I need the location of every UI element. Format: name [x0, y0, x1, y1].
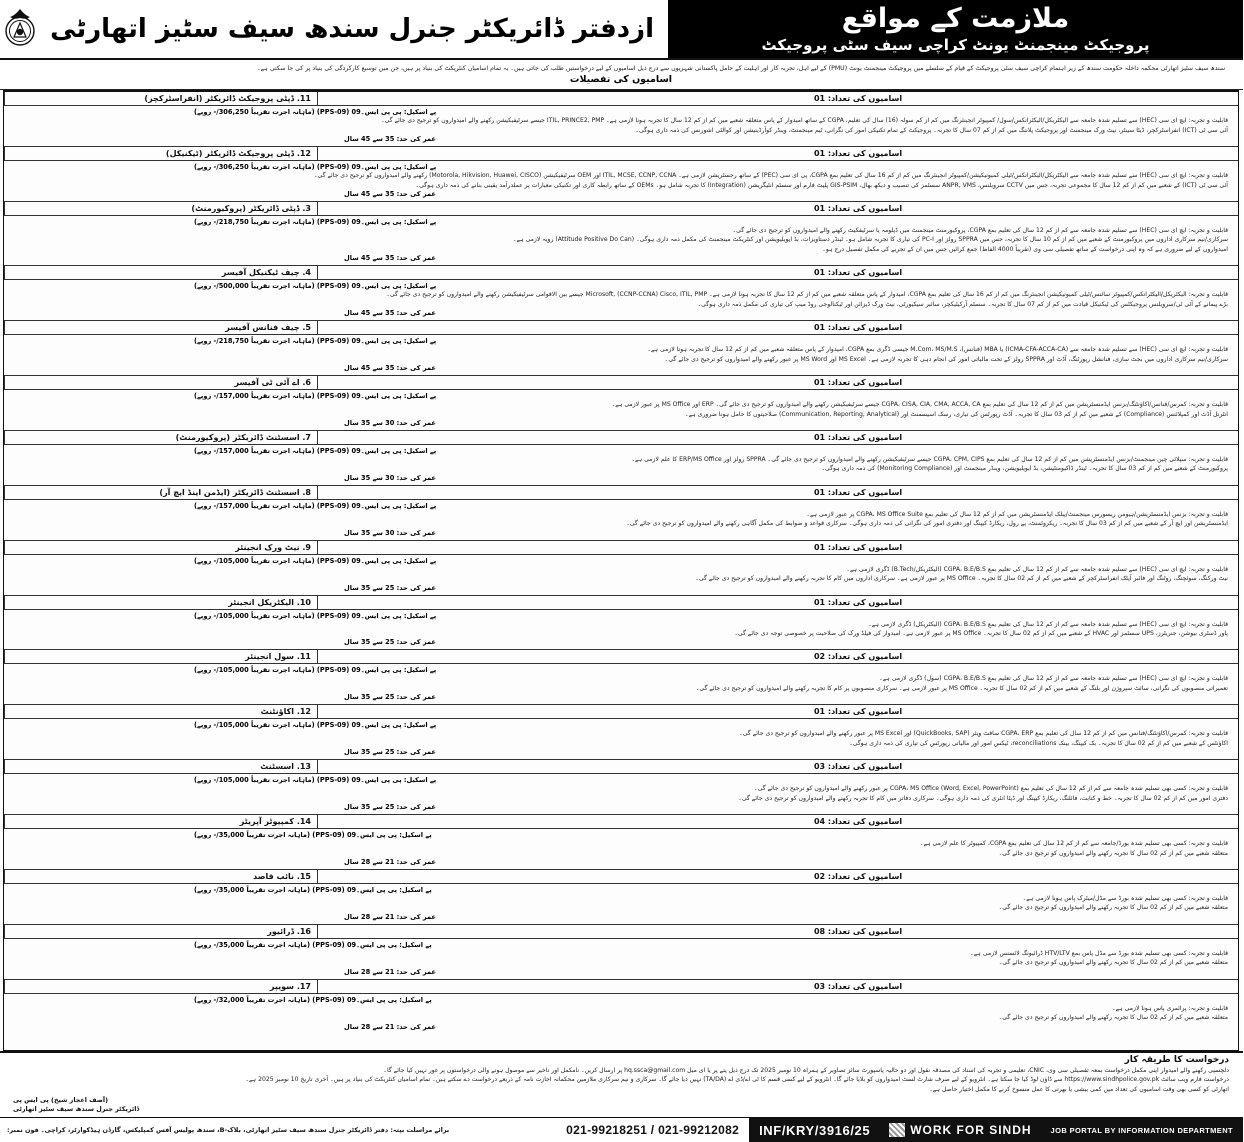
vacancy-pay-scale: پے اسکیل: پی پی ایس۔09 (PPS-09) (ماہانہ اجرت تقریباً 218,750/- روپے) — [195, 218, 438, 227]
vacancy-row — [5, 596, 1239, 651]
vacancy-header — [5, 705, 1239, 719]
vacancy-header-pad — [1009, 147, 1239, 160]
vacancy-body — [5, 106, 1239, 146]
vacancy-age-limit: عمر کی حد: 25 سے 35 سال — [345, 638, 437, 647]
vacancy-header — [5, 870, 1239, 884]
vacancy-count: اسامیوں کی تعداد: 04 — [814, 817, 904, 827]
vacancy-requirement-line: قابلیت و تجربہ: ایچ ای سی (HEC) سے تسلیم شدہ جامعہ سے الیکٹریکل/الیکٹرانکس/ٹیلی کمیونیکیشن/کمپیوٹر انجینئرنگ میں کم از کم 16 سال کی تعلیم بمع CGPA، پی ای سی (PEC) کے ساتھ رجسٹریشن لازمی ہے۔ ITIL, MCSE, CCNP, CCNA اور OEM سرٹیفیکیشن (Motorola, Hikvision, Huawei, CISCO) رکھنے والے امیدواروں کو ترجیح دی جائے گی۔ — [314, 172, 1229, 180]
vacancy-requirement-line: ایڈمنسٹریشن اور ایچ آر کے شعبے میں کم از کم 03 سال کا تجربہ۔ ریکروٹمنٹ، پے رول، ریکارڈ کیپنگ اور دفتری امور کی نگرانی کی ذمہ داری ہوگی۔ سرکاری قواعد و ضوابط کی مکمل آگاہی رکھنے والے امیدواروں کو ترجیح دی جائے گی۔ — [627, 520, 1229, 528]
vacancy-requirement-line: آئی سی ٹی (ICT) کے شعبے میں کم از کم 12 سال کا مجموعی تجربہ، جس میں CCTV سرویلنس، ANPR, VMS سسٹمز کی تنصیب و دیکھ بھال، GIS-PSIM پلیٹ فارم اور سسٹم انٹیگریشن (Integration) کا تجربہ شامل ہو۔ OEMs کے ساتھ رابطہ کاری اور تکنیکی معیارات پر عملدرآمد یقینی بنانے کی ذمہ داری ہوگی۔ — [416, 181, 1229, 189]
vacancy-header-pad — [1009, 202, 1239, 215]
vacancy-body — [5, 994, 1239, 1034]
vacancy-requirement-line: تعمیراتی منصوبوں کی نگرانی، سائٹ سپروژن اور بلنگ کے شعبے میں کم از کم 02 سال کا تجربہ۔ MS Office پر عبور لازمی ہے۔ سرکاری منصوبوں پر کام کا تجربہ رکھنے والے امیدواروں کو ترجیح دی جائے گی۔ — [696, 684, 1229, 692]
government-crest-icon — [1, 7, 41, 51]
vacancy-row — [5, 266, 1239, 321]
vacancy-count: اسامیوں کی تعداد: 01 — [814, 378, 904, 388]
vacancy-age-limit: عمر کی حد: 30 سے 35 سال — [345, 418, 437, 427]
vacancy-age-limit: عمر کی حد: 35 سے 45 سال — [345, 254, 437, 263]
vacancy-body — [5, 280, 1239, 320]
vacancy-requirement-line: قابلیت و تجربہ: پرائمری پاس ہونا لازمی ہے۔ — [1113, 1004, 1229, 1012]
vacancy-body — [5, 884, 1239, 924]
vacancy-pay-scale: پے اسکیل: پی پی ایس۔09 (PPS-09) (ماہانہ اجرت تقریباً 105,000/- روپے) — [195, 776, 438, 785]
work-for-sindh-label: WORK FOR SINDH — [911, 1123, 1033, 1137]
vacancy-header-pad — [1009, 925, 1239, 938]
vacancy-age-limit: عمر کی حد: 21 سے 28 سال — [345, 1022, 437, 1031]
vacancy-header — [5, 202, 1239, 216]
vacancy-header — [5, 541, 1239, 555]
vacancy-pay-scale: پے اسکیل: پی پی ایس۔09 (PPS-09) (ماہانہ اجرت تقریباً 35,000/- روپے) — [195, 831, 433, 840]
vacancy-header-pad — [1009, 541, 1239, 554]
vacancy-requirement-line: قابلیت و تجربہ: کسی بھی تسلیم شدہ بورڈ سے مڈل/میٹرک پاس ہونا لازمی ہے۔ — [1023, 894, 1229, 902]
masthead — [0, 0, 1244, 60]
vacancy-title: 8. اسسٹنٹ ڈائریکٹر (ایڈمن اینڈ ایچ آر) — [5, 486, 318, 499]
vacancy-age-limit: عمر کی حد: 35 سے 45 سال — [345, 190, 437, 199]
vacancy-requirement-line: انٹرنل آڈٹ اور کمپلائنس (Compliance) کے شعبے میں کم از کم 03 سال کا تجربہ۔ آڈٹ رپورٹس کی تیاری، رسک اسیسمنٹ اور (Communication, Reporting, Analytical) صلاحیتوں کا حامل ہونا ضروری ہے۔ — [686, 410, 1229, 418]
vacancy-header-pad — [1009, 596, 1239, 609]
vacancy-row — [5, 321, 1239, 376]
vacancy-requirement-line: قابلیت و تجربہ: کسی بھی تسلیم شدہ بورڈ/جامعہ سے کم از کم 12 سال کی تعلیم بمع CGPA، کمپیوٹر کا علم لازمی ہے۔ — [920, 840, 1229, 848]
vacancy-count: اسامیوں کی تعداد: 02 — [814, 871, 904, 881]
vacancy-age-limit: عمر کی حد: 21 سے 28 سال — [345, 912, 437, 921]
vacancy-count: اسامیوں کی تعداد: 01 — [814, 542, 904, 552]
vacancy-body — [5, 390, 1239, 430]
vacancy-header-spacer — [318, 376, 709, 389]
vacancy-header — [5, 321, 1239, 335]
vacancy-requirement-line: قابلیت و تجربہ: الیکٹریکل/الیکٹرانکس/کمپیوٹر سائنس/ٹیلی کمیونیکیشن انجینئرنگ میں کم از کم 16 سال کی تعلیم بمع CGPA، امیدوار کے پاس متعلقہ شعبے میں کم از کم 12 سال کا تجربہ ہونا لازمی ہے۔ Microsoft, (CCNP-CCNA) Cisco, ITIL, PMP جیسے بین الاقوامی سرٹیفیکیشن رکھنے والے امیدواروں کو ترجیح دی جائے گی۔ — [387, 291, 1229, 299]
vacancy-header-spacer — [318, 541, 709, 554]
vacancy-requirement-line: پروکیورمنٹ کے شعبے میں کم از کم 03 سال کا تجربہ۔ ٹینڈر ڈاکیومنٹیشن، بڈ ایویلیویشن، ویںڈر مینجمنٹ اور (Monitoring Compliance) کی ذمہ داری ہوگی۔ — [822, 465, 1229, 473]
vacancy-header — [5, 92, 1239, 106]
vacancy-header — [5, 431, 1239, 445]
vacancy-title: 15. نائب قاصد — [5, 870, 318, 883]
vacancy-row — [5, 760, 1239, 815]
vacancy-age-limit: عمر کی حد: 21 سے 28 سال — [345, 967, 437, 976]
vacancy-age-limit: عمر کی حد: 25 سے 35 سال — [345, 803, 437, 812]
vacancy-title: 3. ڈپٹی ڈائریکٹر (پروکیورمنٹ) — [5, 202, 318, 215]
vacancy-row — [5, 376, 1239, 431]
vacancy-header-spacer — [318, 321, 709, 334]
vacancy-requirement-line: سرکاری/نیم سرکاری اداروں میں بجٹ سازی، فنانشل رپورٹنگ، آڈٹ اور SPPRA رولز کے تحت مالیاتی امور کی انجام دہی کا تجربہ لازمی ہے۔ MS Excel اور MS Word پر عبور رکھنے والے امیدواروں کو ترجیح دی جائے گی۔ — [665, 355, 1229, 363]
vacancy-count: اسامیوں کی تعداد: 01 — [814, 432, 904, 442]
vacancy-body — [5, 555, 1239, 595]
vacancy-requirement-line: قابلیت و تجربہ: ایچ ای سی (HEC) سے تسلیم شدہ جامعہ سے کم از کم 12 سال کی تعلیم بمع CGPA، B.E/B.S (سول) ڈگری لازمی ہے۔ — [880, 675, 1229, 683]
vacancy-header-spacer — [318, 486, 709, 499]
vacancy-header-spacer — [318, 705, 709, 718]
vacancy-body — [5, 610, 1239, 650]
vacancy-body — [5, 774, 1239, 814]
footer-bar — [0, 1117, 1244, 1142]
vacancy-title: 17. سویپر — [5, 980, 318, 993]
vacancy-title: 7. اسسٹنٹ ڈائریکٹر (پروکیورمنٹ) — [5, 431, 318, 444]
vacancy-header — [5, 486, 1239, 500]
vacancy-count: اسامیوں کی تعداد: 01 — [814, 268, 904, 278]
vacancy-header-pad — [1009, 321, 1239, 334]
vacancy-pay-scale: پے اسکیل: پی پی ایس۔09 (PPS-09) (ماہانہ اجرت تقریباً 32,000/- روپے) — [195, 995, 433, 1004]
vacancy-count: اسامیوں کی تعداد: 03 — [814, 981, 904, 991]
vacancy-requirement-line: قابلیت و تجربہ: کمرس/فنانس/اکاؤنٹنگ/بزنس ایڈمنسٹریشن میں کم از کم 12 سال کی تعلیم بمع CGPA، CISA, CIA, CMA, ACCA, CA جیسے سرٹیفیکیشن رکھنے والے امیدواروں کو ترجیح دی جائے گی۔ ERP اور MS Office پر عبور لازمی ہے۔ — [612, 401, 1229, 409]
banner-subheadline: پروجیکٹ مینجمنٹ یونٹ کراچی سیف سٹی پروجیکٹ — [762, 35, 1151, 54]
vacancy-requirement-line: بڑے پیمانے کے آئی ٹی/سرویلنس پروجیکٹس کی ٹیکنیکل قیادت میں کم از کم 07 سال کا تجربہ۔ سسٹم آرکیٹیکچر، سائبر سیکیورٹی، نیٹ ورک ڈیزائن اور ٹیکنالوجی روڈ میپ کی تیاری کی مکمل ذمہ داری ہوگی۔ — [698, 300, 1229, 308]
signatory-block — [14, 1095, 1230, 1115]
vacancy-count: اسامیوں کی تعداد: 01 — [814, 597, 904, 607]
vacancy-body — [5, 829, 1239, 869]
sindh-emblem-icon — [890, 1123, 906, 1137]
vacancy-age-limit: عمر کی حد: 30 سے 35 سال — [345, 473, 437, 482]
intro-paragraph: سندھ سیف سٹیز اتھارٹی محکمہ داخلہ حکومت سندھ کے زیر اہتمام کراچی سیف سٹی پروجیکٹ کے قیام کے سلسلے میں پروجیکٹ مینجمنٹ یونٹ (PMU) کے لیے اہل، تجربہ کار اور اہلیت کے حامل پاکستانی شہریوں سے درج ذیل اسامیوں کے لیے درخواستیں طلب کی جاتی ہیں۔ یہ تمام اسامیاں کنٹریکٹ کی بنیاد پر ہیں، جن میں توسیع کارکردگی کی بنیاد پر کی جا سکتی ہے۔ — [258, 65, 1226, 72]
masthead-banner — [669, 0, 1244, 58]
vacancy-header-pad — [1009, 431, 1239, 444]
vacancy-body — [5, 335, 1239, 375]
vacancy-age-limit: عمر کی حد: 25 سے 35 سال — [345, 693, 437, 702]
vacancy-age-limit: عمر کی حد: 25 سے 35 سال — [345, 583, 437, 592]
vacancy-title: 12. ڈپٹی پروجیکٹ ڈائریکٹر (ٹیکنیکل) — [5, 147, 318, 160]
vacancy-requirement-line: نیٹ ورکنگ، سوئچنگ، روٹنگ اور فائبر آپٹک انفراسٹرکچر کے شعبے میں کم از کم 02 سال کا تجربہ۔ MS Office پر عبور لازمی ہے۔ سرکاری اداروں میں کام کا تجربہ رکھنے والے امیدواروں کو ترجیح دی جائے گی۔ — [696, 575, 1229, 583]
vacancy-title: 11. سول انجینئر — [5, 650, 318, 663]
vacancy-header-pad — [1009, 980, 1239, 993]
vacancy-body — [5, 664, 1239, 704]
vacancy-header — [5, 596, 1239, 610]
vacancy-count: اسامیوں کی تعداد: 02 — [814, 652, 904, 662]
vacancy-header-pad — [1009, 815, 1239, 828]
signatory-designation: ڈائریکٹر جنرل سندھ سیف سٹیز اتھارٹی — [14, 1105, 141, 1114]
vacancy-requirement-line: امیدواروں کے لیے ضروری ہے کہ وہ اپنی درخواست کے ساتھ تفصیلی سی وی (تقریباً 4000 الفاظ) جمع کرائیں جس میں ان کے تجربے کی مکمل تفصیل درج ہو۔ — [823, 245, 1229, 253]
organization-title: ازدفتر ڈائریکٹر جنرل سندھ سیف سٹیز اتھارٹی — [51, 14, 655, 44]
vacancy-body — [5, 939, 1239, 979]
vacancy-count: اسامیوں کی تعداد: 08 — [814, 926, 904, 936]
vacancy-header — [5, 815, 1239, 829]
application-line-2: درخواست فارم ویب سائٹ https://www.sindhpolice.gov.pk سے ڈاؤن لوڈ کیا جا سکتا ہے۔ انٹرویو کے لیے صرف شارٹ لسٹ امیدواروں کو بلایا جائے گا۔ انٹرویو کے لیے کسی قسم کا ٹی اے/ڈی اے (TA/DA) نہیں دیا جائے گا۔ سرکاری و نیم سرکاری ملازمین محکمانہ اجازت نامہ کے ذریعے درخواست دے سکتے ہیں۔ تمام اسامیاں کنٹریکٹ کی بنیاد پر ہیں۔ آخری تاریخ 10 نومبر 2025 ہے۔ — [246, 1076, 1230, 1084]
vacancy-pay-scale: پے اسکیل: پی پی ایس۔09 (PPS-09) (ماہانہ اجرت تقریباً 218,750/- روپے) — [195, 337, 438, 346]
vacancy-header-pad — [1009, 486, 1239, 499]
vacancy-title: 10. الیکٹریکل انجینئر — [5, 596, 318, 609]
vacancy-title: 6. اے آئی ٹی آفیسر — [5, 376, 318, 389]
vacancy-count: اسامیوں کی تعداد: 01 — [814, 487, 904, 497]
vacancy-header-spacer — [318, 870, 709, 883]
vacancy-requirement-line: قابلیت و تجربہ: سپلائی چین مینجمنٹ/بزنس ایڈمنسٹریشن میں کم از کم 12 سال کی تعلیم بمع CGPA، CPM, CIPS جیسے سرٹیفیکیشن رکھنے والے امیدواروں کو ترجیح دی جائے گی۔ SPPRA رولز اور ERP/MS Office کا علم لازمی ہے۔ — [632, 455, 1229, 463]
vacancy-pay-scale: پے اسکیل: پی پی ایس۔09 (PPS-09) (ماہانہ اجرت تقریباً 35,000/- روپے) — [195, 885, 433, 894]
vacancy-requirement-line: قابلیت و تجربہ: ایچ ای سی (HEC) سے تسلیم شدہ جامعہ سے الیکٹریکل/الیکٹرانکس/سول/ کمپیوٹر انجینئرنگ میں کم از کم سولہ (16) سال کی تعلیم، CGPA کے ساتھ امیدوار کے پاس متعلقہ شعبے میں کم از کم 12 سال کا تجربہ ہونا لازمی ہے۔ ITIL, PRINCE2, PMP جیسے سرٹیفیکیشن رکھنے والے امیدواروں کو ترجیح دی جائے گی۔ — [382, 117, 1229, 125]
vacancy-requirement-line: قابلیت و تجربہ: کسی بھی تسلیم شدہ جامعہ سے کم از کم 12 سال کی تعلیم بمع CGPA، MS Office (Word, Excel, PowerPoint) پر عبور رکھنے والے امیدواروں کو ترجیح دی جائے گی۔ — [755, 785, 1229, 793]
vacancy-header — [5, 147, 1239, 161]
vacancy-pay-scale: پے اسکیل: پی پی ایس۔09 (PPS-09) (ماہانہ اجرت تقریباً 157,000/- روپے) — [195, 392, 438, 401]
vacancy-age-limit: عمر کی حد: 30 سے 35 سال — [345, 528, 437, 537]
vacancy-count: اسامیوں کی تعداد: 01 — [814, 94, 904, 104]
vacancy-age-limit: عمر کی حد: 25 سے 35 سال — [345, 748, 437, 757]
vacancy-requirement-line: دفتری امور میں کم از کم 02 سال کا تجربہ۔ خط و کتابت، فائلنگ، ریکارڈ کیپنگ اور ڈیٹا انٹری کی ذمہ داری ہوگی۔ سرکاری دفاتر میں کام کا تجربہ رکھنے والے امیدواروں کو ترجیح دی جائے گی۔ — [739, 794, 1229, 802]
signatory-name: (آصف اعجاز شیخ) پی ایس پی — [14, 1095, 110, 1104]
vacancy-title: 5. چیف فنانس آفیسر — [5, 321, 318, 334]
vacancy-row — [5, 650, 1239, 705]
vacancy-age-limit: عمر کی حد: 35 سے 45 سال — [345, 364, 437, 373]
vacancy-count: اسامیوں کی تعداد: 01 — [814, 707, 904, 717]
vacancy-body — [5, 445, 1239, 485]
vacancy-requirement-line: پاور ڈسٹری بیوشن، جنریٹرز، UPS سسٹمز اور HVAC کے شعبے میں کم از کم 02 سال کا تجربہ۔ MS Office پر عبور لازمی ہے۔ امیدوار کی فیلڈ ورک کی صلاحیت پر خصوصی توجہ دی جائے گی۔ — [735, 630, 1229, 638]
vacancy-row — [5, 815, 1239, 870]
vacancy-pay-scale: پے اسکیل: پی پی ایس۔09 (PPS-09) (ماہانہ اجرت تقریباً 35,000/- روپے) — [195, 940, 433, 949]
vacancy-header-spacer — [318, 980, 709, 993]
job-portal-label: JOB PORTAL BY INFORMATION DEPARTMENT — [1042, 1118, 1244, 1142]
vacancy-requirement-line: متعلقہ شعبے میں کم از کم 02 سال کا تجربہ رکھنے والے امیدواروں کو ترجیح دی جائے گی۔ — [999, 904, 1229, 912]
vacancy-requirement-line: قابلیت و تجربہ: ایچ ای سی (HEC) سے تسلیم شدہ جامعہ سے کم از کم 12 سال کی تعلیم بمع CGPA، پروکیورمنٹ مینجمنٹ میں ڈپلومہ یا سرٹیفکیٹ رکھنے والے امیدواروں کو ترجیح دی جائے گی۔ — [733, 227, 1229, 235]
vacancy-pay-scale: پے اسکیل: پی پی ایس۔09 (PPS-09) (ماہانہ اجرت تقریباً 306,250/- روپے) — [195, 108, 438, 117]
vacancy-header-pad — [1009, 376, 1239, 389]
vacancy-row — [5, 925, 1239, 980]
inf-reference-code: INF/KRY/3916/25 — [750, 1118, 881, 1142]
vacancy-header — [5, 650, 1239, 664]
application-line-3: اتھارٹی کو کسی بھی وقت اسامیوں کی تعداد میں کمی بیشی یا بھرتی کا عمل منسوخ کرنے کا مکمل اختیار حاصل ہے۔ — [930, 1086, 1230, 1094]
vacancy-body — [5, 500, 1239, 540]
intro-section — [0, 60, 1244, 90]
vacancy-requirement-line: اکاؤنٹس کے شعبے میں کم از کم 02 سال کا تجربہ۔ بک کیپنگ، بینک reconciliations، ٹیکس امور اور مالیاتی رپورٹس کی تیاری کی ذمہ داری ہوگی۔ — [850, 739, 1229, 747]
vacancy-row — [5, 541, 1239, 596]
vacancy-count: اسامیوں کی تعداد: 01 — [814, 323, 904, 333]
vacancy-header-spacer — [318, 147, 709, 160]
vacancy-count: اسامیوں کی تعداد: 03 — [814, 762, 904, 772]
vacancy-body — [5, 719, 1239, 759]
vacancy-title: 16. ڈرائیور — [5, 925, 318, 938]
vacancy-header-spacer — [318, 650, 709, 663]
contact-phone-numbers: 021-99218251 / 021-99212082 — [567, 1123, 741, 1137]
vacancy-header — [5, 376, 1239, 390]
vacancy-row — [5, 870, 1239, 925]
vacancy-header-pad — [1009, 870, 1239, 883]
vacancy-row — [5, 92, 1239, 147]
vacancy-requirement-line: قابلیت و تجربہ: ایچ ای سی (HEC) سے تسلیم شدہ جامعہ سے کم از کم 12 سال کی تعلیم بمع CGPA، B.E/B.S (الیکٹریکل/B.Tech) ڈگری لازمی ہے۔ — [847, 565, 1229, 573]
vacancy-title: 4. چیف ٹیکنیکل آفیسر — [5, 266, 318, 279]
vacancy-row — [5, 202, 1239, 266]
vacancy-age-limit: عمر کی حد: 35 سے 45 سال — [345, 309, 437, 318]
work-for-sindh-badge — [881, 1118, 1041, 1142]
vacancy-requirement-line: متعلقہ شعبے میں کم از کم 02 سال کا تجربہ رکھنے والے امیدواروں کو ترجیح دی جائے گی۔ — [999, 1014, 1229, 1022]
vacancy-pay-scale: پے اسکیل: پی پی ایس۔09 (PPS-09) (ماہانہ اجرت تقریباً 105,000/- روپے) — [195, 721, 438, 730]
vacancy-header-pad — [1009, 650, 1239, 663]
vacancy-header-spacer — [318, 92, 709, 105]
vacancy-header-spacer — [318, 815, 709, 828]
vacancy-header-spacer — [318, 760, 709, 773]
vacancy-row — [5, 980, 1239, 1034]
application-procedure-title: درخواست کا طریقہ کار — [1125, 1054, 1230, 1065]
vacancy-body — [5, 216, 1239, 265]
masthead-org — [0, 0, 669, 58]
vacancy-requirement-line: قابلیت و تجربہ: ایچ ای سی (HEC) سے تسلیم شدہ جامعہ سے (ICMA-CFA-ACCA-CA) یا MBA (فنانس)، M.Com، MS/M.S جیسی ڈگری بمع CGPA، امیدوار کے پاس متعلقہ شعبے میں کم از کم 12 سال کا تجربہ ہونا لازمی ہے۔ — [648, 346, 1229, 354]
vacancy-requirement-line: متعلقہ شعبے میں کم از کم 02 سال کا تجربہ رکھنے والے امیدواروں کو ترجیح دی جائے گی۔ — [999, 959, 1229, 967]
vacancy-requirement-line: قابلیت و تجربہ: کمرس/اکاؤنٹنگ/فنانس میں کم از کم 12 سال کی تعلیم بمع CGPA، ERP سافٹ ویئر (QuickBooks, SAP) اور MS Excel پر عبور رکھنے والے امیدواروں کو ترجیح دی جائے گی۔ — [740, 730, 1229, 738]
vacancy-title: 9. نیٹ ورک انجینئر — [5, 541, 318, 554]
banner-headline: ملازمت کے مواقع — [842, 2, 1071, 34]
vacancy-row — [5, 147, 1239, 202]
contact-address: برائے مراسلت بپتہ: دفتر ڈائریکٹر جنرل سندھ سیف سٹیز اتھارٹی، بلاک-B، سندھ پولیس آفس کمپلیکس، گارڈن ہیڈکوارٹر، کراچی۔ فون نمبر: — [8, 1126, 451, 1134]
vacancy-header — [5, 925, 1239, 939]
vacancy-requirement-line: آئی سی ٹی (ICT) انفراسٹرکچر، ڈیٹا سینٹر، نیٹ ورک مینجمنٹ اور پروجیکٹ پلاننگ میں کم از کم 07 سال کا تجربہ۔ پروجیکٹ کے تمام تکنیکی امور کی نگرانی، ٹیم مینجمنٹ، ویںڈر کوآرڈینیشن اور کوالٹی اشورنس کی ذمہ داری ہوگی۔ — [636, 126, 1229, 134]
vacancy-pay-scale: پے اسکیل: پی پی ایس۔09 (PPS-09) (ماہانہ اجرت تقریباً 306,250/- روپے) — [195, 163, 438, 172]
vacancy-header — [5, 760, 1239, 774]
vacancy-pay-scale: پے اسکیل: پی پی ایس۔09 (PPS-09) (ماہانہ اجرت تقریباً 105,000/- روپے) — [195, 556, 438, 565]
vacancy-count: اسامیوں کی تعداد: 01 — [814, 204, 904, 214]
vacancy-pay-scale: پے اسکیل: پی پی ایس۔09 (PPS-09) (ماہانہ اجرت تقریباً 105,000/- روپے) — [195, 666, 438, 675]
vacancy-requirement-line: قابلیت و تجربہ: ایچ ای سی (HEC) سے تسلیم شدہ جامعہ سے کم از کم 12 سال کی تعلیم بمع CGPA، B.E/B.S (الیکٹریکل) ڈگری لازمی ہے۔ — [869, 620, 1229, 628]
vacancy-header-spacer — [318, 925, 709, 938]
vacancy-count: اسامیوں کی تعداد: 01 — [814, 149, 904, 159]
application-line-1: دلچسپی رکھنے والے امیدوار اپنی مکمل درخواست بمعہ تفصیلی سی وی، CNIC، تعلیمی و تجربہ کی اسناد کی مصدقہ نقول اور دو حالیہ پاسپورٹ سائز تصاویر کے ہمراہ 10 نومبر 2025 تک درج ذیل پتے پر یا ای میل hq.ssca@gmail.com پر ارسال کریں۔ نامکمل اور تاخیر سے موصول ہونے والی درخواستوں پر غور نہیں کیا جائے گا۔ — [384, 1066, 1230, 1074]
vacancy-row — [5, 431, 1239, 486]
vacancy-pay-scale: پے اسکیل: پی پی ایس۔09 (PPS-09) (ماہانہ اجرت تقریباً 157,000/- روپے) — [195, 446, 438, 455]
vacancy-header — [5, 266, 1239, 280]
vacancy-header-pad — [1009, 266, 1239, 279]
vacancy-title: 12. اکاؤنٹنٹ — [5, 705, 318, 718]
vacancy-requirement-line: قابلیت و تجربہ: کسی بھی تسلیم شدہ بورڈ سے مڈل پاس بمع HTV/LTV ڈرائیونگ لائسنس لازمی ہے۔ — [971, 949, 1229, 957]
vacancy-table — [4, 90, 1240, 1050]
application-procedure-section — [0, 1051, 1244, 1117]
vacancy-pay-scale: پے اسکیل: پی پی ایس۔09 (PPS-09) (ماہانہ اجرت تقریباً 157,000/- روپے) — [195, 501, 438, 510]
vacancy-requirement-line: متعلقہ شعبے میں کم از کم 02 سال کا تجربہ رکھنے والے امیدواروں کو ترجیح دی جائے گی۔ — [999, 849, 1229, 857]
vacancy-header-pad — [1009, 760, 1239, 773]
vacancy-header-spacer — [318, 431, 709, 444]
vacancy-requirement-line: قابلیت و تجربہ: بزنس ایڈمنسٹریشن/ہیومن ریسورس مینجمنٹ/پبلک ایڈمنسٹریشن میں کم از کم 12 سال کی تعلیم بمع CGPA، MS Office Suite پر عبور لازمی ہے۔ — [807, 510, 1229, 518]
vacancy-header-spacer — [318, 266, 709, 279]
vacancy-header-spacer — [318, 596, 709, 609]
vacancy-pay-scale: پے اسکیل: پی پی ایس۔09 (PPS-09) (ماہانہ اجرت تقریباً 500,000/- روپے) — [195, 282, 438, 291]
vacancy-header-pad — [1009, 705, 1239, 718]
vacancy-body — [5, 161, 1239, 201]
vacancy-header — [5, 980, 1239, 994]
vacancy-title: 11. ڈپٹی پروجیکٹ ڈائریکٹر (انفراسٹرکچر) — [5, 92, 318, 105]
vacancy-title: 14. کمپیوٹر آپریٹر — [5, 815, 318, 828]
vacancy-details-caption: اسامیوں کی تفصیلات — [570, 74, 674, 86]
vacancy-age-limit: عمر کی حد: 21 سے 28 سال — [345, 857, 437, 866]
vacancy-header-spacer — [318, 202, 709, 215]
vacancy-pay-scale: پے اسکیل: پی پی ایس۔09 (PPS-09) (ماہانہ اجرت تقریباً 105,000/- روپے) — [195, 611, 438, 620]
vacancy-title: 13. اسسٹنٹ — [5, 760, 318, 773]
vacancy-requirement-line: سرکاری/نیم سرکاری اداروں میں پروکیورمنٹ کے شعبے میں کم از کم 10 سال کا تجربہ، جس میں SPPRA رولز اور PC-I کی تیاری کا تجربہ شامل ہو۔ ٹینڈر دستاویزات، بڈ ایویلیویشن اور کنٹریکٹ مینجمنٹ کی مکمل ذمہ داری ہوگی۔ (Attitude Positive Do Can) رویہ لازمی ہے۔ — [513, 236, 1229, 244]
vacancy-row — [5, 705, 1239, 760]
vacancy-header-pad — [1009, 92, 1239, 105]
vacancy-row — [5, 486, 1239, 541]
vacancy-age-limit: عمر کی حد: 35 سے 45 سال — [345, 135, 437, 144]
